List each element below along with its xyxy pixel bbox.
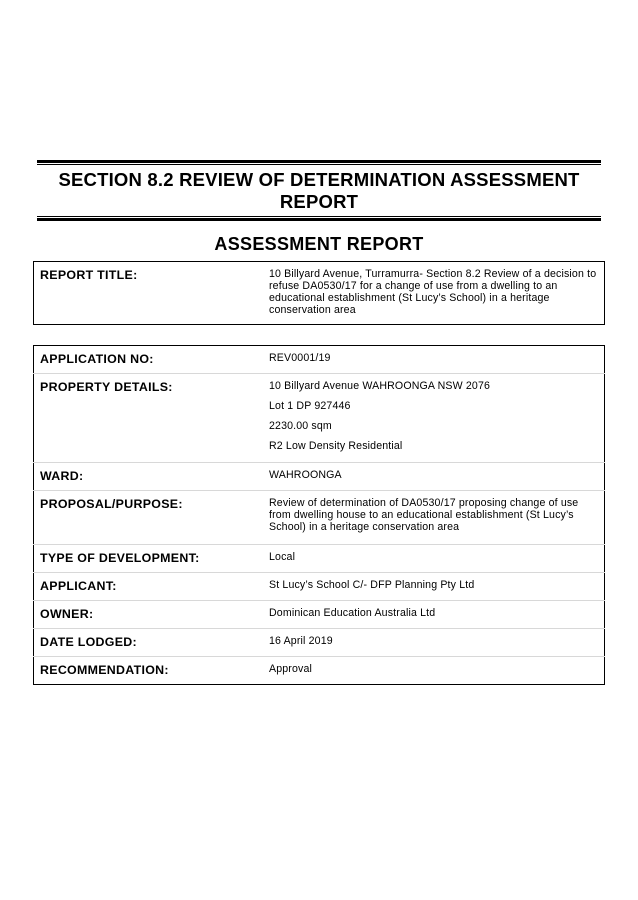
date-lodged-row [34, 629, 605, 657]
owner-row [34, 601, 605, 629]
recommendation-label: RECOMMENDATION: [40, 663, 169, 677]
property-details-row [34, 374, 605, 463]
owner-label: OWNER: [34, 601, 270, 629]
application-no-label: APPLICATION NO: [34, 346, 270, 374]
applicant-label: APPLICANT: [34, 573, 270, 601]
application-details-table [33, 345, 605, 685]
application-no-value: REV0001/19 [269, 346, 605, 374]
owner-value: Dominican Education Australia Ltd [269, 601, 605, 629]
property-zoning: R2 Low Density Residential [269, 440, 403, 452]
property-details-label: PROPERTY DETAILS: [34, 374, 270, 463]
proposal-label: PROPOSAL/PURPOSE: [34, 491, 270, 545]
section-title: SECTION 8.2 REVIEW OF DETERMINATION ASSESSMENT REPORT [58, 169, 580, 212]
report-title-row [34, 262, 605, 325]
ward-row [34, 463, 605, 491]
proposal-value: Review of determination of DA0530/17 proposing change of use from dwelling house to an educational establishment (St Lucy’s School) in a heritage conservation area [269, 491, 605, 545]
report-title-label: REPORT TITLE: [40, 268, 138, 282]
applicant-value: St Lucy’s School C/- DFP Planning Pty Ltd [269, 573, 605, 601]
date-lodged-label: DATE LODGED: [34, 629, 270, 657]
recommendation-value: Approval [269, 663, 313, 675]
ward-value: WAHROONGA [269, 463, 605, 491]
section-title-block [37, 160, 601, 221]
applicant-row [34, 573, 605, 601]
property-details-value [269, 374, 605, 463]
application-no-row [34, 346, 605, 374]
property-address: 10 Billyard Avenue WAHROONGA NSW 2076 [269, 380, 491, 392]
report-title-value: 10 Billyard Avenue, Turramurra- Section 8.2 Review of a decision to refuse DA0530/17 for a change of use from a dwelling to an educational establishment (St Lucy’s School) in a heritage conservation area [269, 268, 597, 316]
property-lot: Lot 1 DP 927446 [269, 400, 351, 412]
type-of-development-label: TYPE OF DEVELOPMENT: [34, 545, 270, 573]
report-title-table [33, 261, 605, 325]
title-bottom-rule [37, 216, 601, 221]
ward-label: WARD: [34, 463, 270, 491]
type-of-development-value: Local [269, 545, 605, 573]
proposal-row [34, 491, 605, 545]
assessment-report-heading: ASSESSMENT REPORT [214, 234, 424, 254]
type-of-development-row [34, 545, 605, 573]
property-area: 2230.00 sqm [269, 420, 332, 432]
date-lodged-value: 16 April 2019 [269, 629, 605, 657]
recommendation-row [34, 657, 605, 685]
